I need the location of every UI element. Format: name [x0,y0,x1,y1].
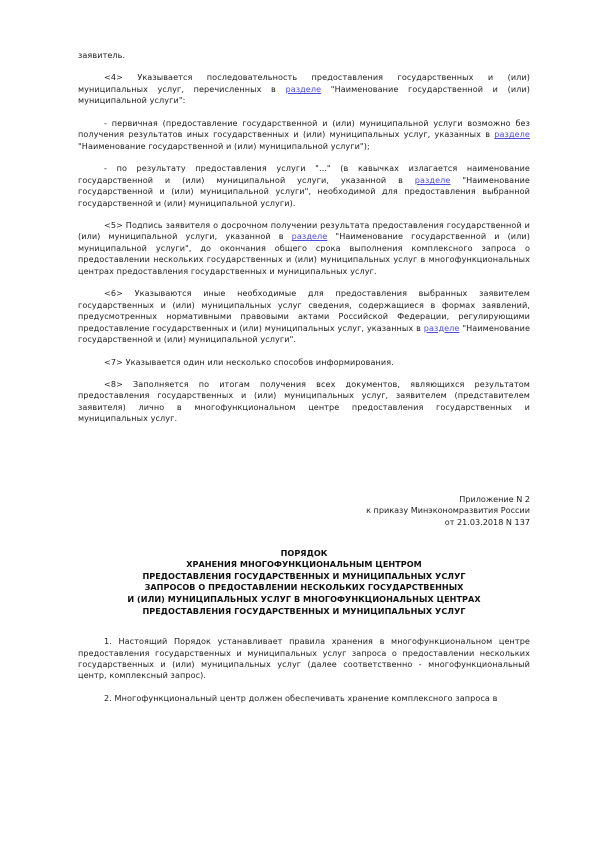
note-4-dash-2-text-part-2: "Наименование государственной и (или) муниципальной услуги", необходимой для предоставления выбранной государственной и (или) муниципальной услуги). [78,174,530,208]
appendix-number: Приложение N 2 [459,493,530,504]
note-5-text-part-1: <5> Подпись заявителя о досрочном получении результата предоставления государственной и (или) муниципальной услуги, указанной в [78,219,530,242]
paragraph-note-4-dash-2 [78,163,530,209]
paragraph-item-1: 1. Настоящий Порядок устанавливает правила хранения в многофункциональном центре предоставления государственных и муниципальных услуг запроса о предоставлении нескольких государственных и (или) муниципальных услуг (далее соответственно - многофункциональный центр, комплексный запрос). [78,636,530,681]
note-8-text: <8> Заполняется по итогам получения всех документов, являющихся результатом предоставления государственных и (или) муниципальных услуг, заявителем (представителем заявителя) лично в многофункциональном центре предоставления государственных и муниципальных услуг. [78,378,530,424]
link-razdel-4[interactable]: разделе [291,231,328,242]
title-line-4: ЗАПРОСОВ О ПРЕДОСТАВЛЕНИИ НЕСКОЛЬКИХ ГОСУДАРСТВЕННЫХ [144,582,464,593]
link-razdel-2[interactable]: разделе [494,129,530,140]
note-6-text-part-1: <6> Указываются иные необходимые для предоставления выбранных заявителем государственных и (или) муниципальных услуг сведения, содержащиеся в формах заявлений, предусмотренных нормативными правовыми актами Российской Федерации, регулирующими предоставление государственных и (или) муниципальных услуг, указанных в [78,288,530,333]
note-4-dash-1-text-part-2: "Наименование государственной и (или) муниципальной услуги"); [78,140,370,151]
note-5-text-part-2: "Наименование государственной и (или) муниципальной услуги", до окончания общего срока выполнения комплексного запроса о предоставлении нескольких государственных и (или) муниципальных услуг в многофункциональных центрах предоставления государственных и муниципальных услуг. [78,231,530,276]
paragraph-note-7 [78,357,530,368]
vertical-spacer-3 [78,617,530,636]
note-7-text: <7> Указывается один или несколько способов информирования. [104,356,394,367]
link-razdel-3[interactable]: разделе [414,174,451,185]
link-razdel-1[interactable]: разделе [285,83,322,94]
paragraph-intro: заявитель. [78,50,126,60]
paragraph-note-6 [78,288,530,345]
link-razdel-5[interactable]: разделе [423,322,460,333]
vertical-spacer [78,436,530,494]
document-title [78,548,530,618]
vertical-spacer-2 [78,529,530,548]
paragraph-item-2: 2. Многофункциональный центр должен обеспечивать хранение комплексного запроса в [104,692,498,703]
paragraph-note-4-dash-1 [78,118,530,152]
note-4-text-part-1: <4> Указывается последовательность предоставления государственных и (или) муниципальных услуг, перечисленных в [78,72,530,94]
note-4-dash-2-text-part-1: - по результату предоставления услуги "..." (в кавычках излагается наименование государственной и (или) муниципальной услуги, указанной в [78,163,530,185]
title-line-6: ПРЕДОСТАВЛЕНИЯ ГОСУДАРСТВЕННЫХ И МУНИЦИПАЛЬНЫХ УСЛУГ [142,605,466,616]
title-line-1: ПОРЯДОК [280,547,328,558]
title-line-2: ХРАНЕНИЯ МНОГОФУНКЦИОНАЛЬНЫМ ЦЕНТРОМ [186,559,422,570]
appendix-order-authority: к приказу Минэкономразвития России [366,505,530,516]
title-line-5: И (ИЛИ) МУНИЦИПАЛЬНЫХ УСЛУГ В МНОГОФУНКЦИОНАЛЬНЫХ ЦЕНТРАХ [127,593,481,604]
appendix-order-date: от 21.03.2018 N 137 [444,516,530,527]
title-line-3: ПРЕДОСТАВЛЕНИЯ ГОСУДАРСТВЕННЫХ И МУНИЦИПАЛЬНЫХ УСЛУГ [142,570,466,581]
note-4-text-part-2: "Наименование государственной и (или) муниципальной услуги": [78,83,530,106]
paragraph-note-8 [78,379,530,425]
appendix-reference-block [78,494,530,529]
note-4-dash-1-text-part-1: - первичная (предоставление государственной и (или) муниципальной услуги возможно без получения результатов иных государственных и (или) муниципальных услуг, указанных в [78,117,530,140]
paragraph-note-5 [78,220,530,277]
paragraph-note-4 [78,72,530,106]
note-6-text-part-2: "Наименование государственной и (или) муниципальной услуги". [78,322,531,345]
